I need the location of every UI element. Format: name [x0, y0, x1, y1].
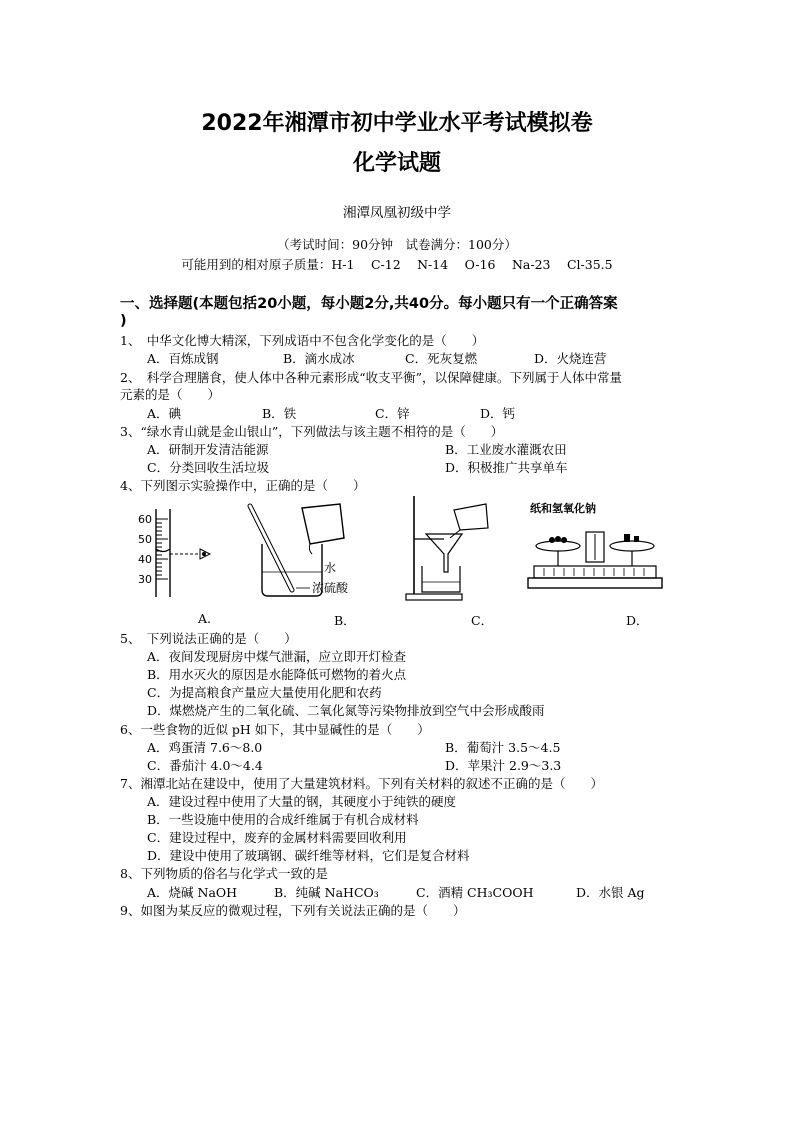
q4-stem: 4、下列图示实验操作中，正确的是（ ） — [120, 478, 366, 493]
q3-option-a: A．研制开发清洁能源 — [147, 442, 269, 457]
q1-option-c: C．死灰复燃 — [405, 351, 478, 366]
filtration-figure — [398, 494, 498, 604]
q7-option-b: B．一些设施中使用的合成纤维属于有机合成材料 — [147, 812, 419, 827]
q7-option-a: A．建设过程中使用了大量的钢，其硬度小于纯铁的硬度 — [147, 794, 457, 809]
q4-option-b: B． — [334, 613, 356, 628]
school-name: 湘潭凤凰初级中学 — [343, 205, 451, 221]
q6-stem: 6、一些食物的近似 pH 如下，其中显碱性的是（ ） — [120, 722, 430, 737]
exam-title: 2022年湘潭市初中学业水平考试模拟卷 — [201, 111, 593, 136]
q6-option-d: D．苹果汁 2.9～3.3 — [445, 758, 562, 773]
balance-figure — [524, 496, 664, 606]
acid-label: 浓硫酸 — [312, 581, 349, 595]
q6-option-c: C．番茄汁 4.0～4.4 — [147, 758, 263, 773]
q6-option-a: A．鸡蛋清 7.6～8.0 — [147, 740, 263, 755]
exam-info: （考试时间：90分钟 试卷满分：100分） — [277, 237, 517, 252]
q2-option-a: A．碘 — [147, 406, 182, 421]
water-label: 水 — [324, 561, 337, 575]
q2-option-d: D．钙 — [480, 406, 516, 421]
cylinder-tick-40: 40 — [138, 553, 152, 566]
q8-option-b: B．纯碱 NaHCO₃ — [274, 885, 379, 900]
graduated-cylinder-figure — [128, 505, 218, 605]
section-heading: 一、选择题(本题包括20小题，每小题2分,共40分。每小题只有一个正确答案 — [120, 296, 618, 312]
cylinder-tick-30: 30 — [138, 573, 152, 586]
q7-option-c: C．建设过程中，废弃的金属材料需要回收利用 — [147, 830, 407, 845]
q2-stem: 2、 科学合理膳食，使人体中各种元素形成“收支平衡”，以保障健康。下列属于人体中常量 — [120, 370, 622, 385]
section-heading-cont: ) — [120, 313, 127, 329]
q8-stem: 8、下列物质的俗名与化学式一致的是 — [120, 866, 328, 881]
q3-option-d: D．积极推广共享单车 — [445, 460, 568, 475]
cylinder-tick-60: 60 — [138, 513, 152, 526]
q1-option-b: B．滴水成冰 — [283, 351, 355, 366]
q8-option-a: A．烧碱 NaOH — [147, 885, 238, 900]
q8-option-d: D．水银 Ag — [576, 885, 645, 900]
q5-option-c: C．为提高粮食产量应大量使用化肥和农药 — [147, 685, 382, 700]
q4-option-c: C． — [471, 613, 494, 628]
q5-stem: 5、 下列说法正确的是（ ） — [120, 631, 297, 646]
q1-option-d: D．火烧连营 — [534, 351, 607, 366]
q3-option-b: B．工业废水灌溉农田 — [445, 442, 567, 457]
q7-stem: 7、湘潭北站在建设中，使用了大量建筑材料。下列有关材料的叙述不正确的是（ ） — [120, 776, 603, 791]
q2-stem-cont: 元素的是（ ） — [120, 387, 221, 402]
q7-option-d: D．建设中使用了玻璃钢、碳纤维等材料，它们是复合材料 — [147, 848, 470, 863]
q2-option-c: C．锌 — [375, 406, 410, 421]
q6-option-b: B．葡萄汁 3.5～4.5 — [445, 740, 561, 755]
q5-option-b: B．用水灭火的原因是水能降低可燃物的着火点 — [147, 667, 407, 682]
q5-option-a: A．夜间发现厨房中煤气泄漏，应立即开灯检查 — [147, 649, 407, 664]
q4-option-a: A. — [198, 611, 212, 626]
subject-title: 化学试题 — [352, 151, 441, 176]
q5-option-d: D．煤燃烧产生的二氧化硫、二氧化氮等污染物排放到空气中会形成酸雨 — [147, 703, 545, 718]
dilution-figure — [244, 502, 369, 602]
atomic-mass-line: 可能用到的相对原子质量：H-1 C-12 N-14 O-16 Na-23 Cl-35.5 — [181, 257, 613, 272]
q8-option-c: C．酒精 CH₃COOH — [416, 885, 534, 900]
cylinder-tick-50: 50 — [138, 533, 152, 546]
balance-label: 纸和氢氧化钠 — [530, 502, 596, 515]
q4-option-d: D． — [626, 613, 649, 628]
q9-stem: 9、如图为某反应的微观过程，下列有关说法正确的是（ ） — [120, 903, 466, 918]
q3-option-c: C．分类回收生活垃圾 — [147, 460, 270, 475]
q2-option-b: B．铁 — [262, 406, 297, 421]
q1-stem: 1、 中华文化博大精深，下列成语中不包含化学变化的是（ ） — [120, 333, 485, 348]
q3-stem: 3、“绿水青山就是金山银山”，下列做法与该主题不相符的是（ ） — [120, 424, 504, 439]
q1-option-a: A．百炼成钢 — [147, 351, 219, 366]
